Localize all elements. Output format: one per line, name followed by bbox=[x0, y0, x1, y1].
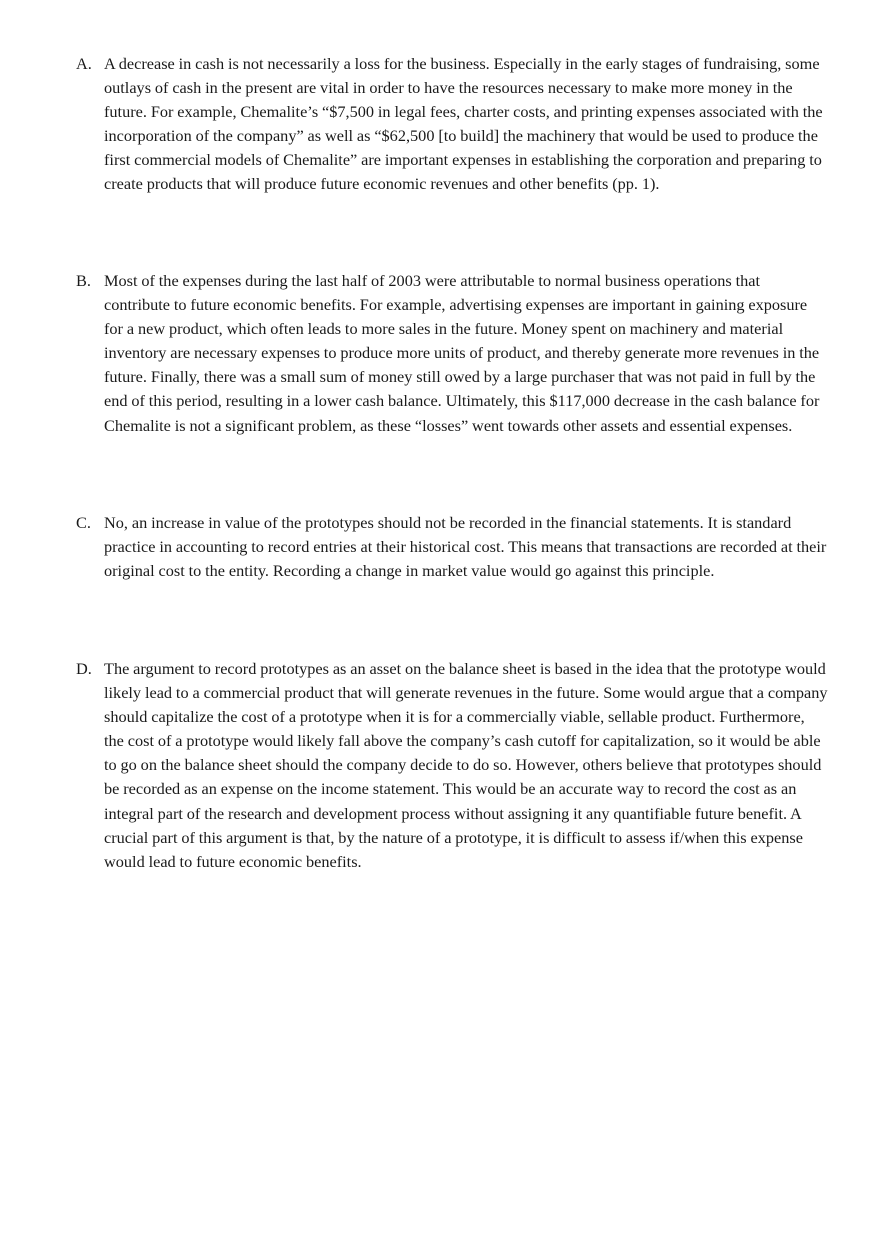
answer-marker: C. bbox=[76, 513, 91, 532]
answer-c bbox=[76, 511, 828, 583]
answer-text: Most of the expenses during the last half of 2003 were attributable to normal business operations that contribute to future economic benefits. For example, advertising expenses are important in gaining exposure for a new product, which often leads to more sales in the future. Money spent on machinery and material inventory are necessary expenses to produce more units of product, and thereby generate more revenues in the future. Finally, there was a small sum of money still owed by a large purchaser that was not paid in full by the end of this period, resulting in a lower cash balance. Ultimately, this $117,000 decrease in the cash balance for Chemalite is not a significant problem, as these “losses” went towards other assets and essential expenses. bbox=[104, 271, 820, 435]
answer-marker: A. bbox=[76, 54, 92, 73]
answer-text: The argument to record prototypes as an asset on the balance sheet is based in the idea that the prototype would likely lead to a commercial product that will generate revenues in the future. Some would argue that a company should capitalize the cost of a prototype when it is for a commercially viable, sellable product. Furthermore, the cost of a prototype would likely fall above the company’s cash cutoff for capitalization, so it would be able to go on the balance sheet should the company decide to do so. However, others believe that prototypes should be recorded as an expense on the income statement. This would be an accurate way to record the cost as an integral part of the research and development process without assigning it any quantifiable future benefit. A crucial part of this argument is that, by the nature of a prototype, it is difficult to assess if/when this expense would lead to future economic benefits. bbox=[104, 659, 828, 871]
answer-b bbox=[76, 269, 828, 438]
answer-a bbox=[76, 52, 828, 197]
answer-marker: D. bbox=[76, 659, 92, 678]
answer-marker: B. bbox=[76, 271, 91, 290]
answer-d bbox=[76, 657, 828, 874]
answer-text: A decrease in cash is not necessarily a loss for the business. Especially in the early stages of fundraising, some outlays of cash in the present are vital in order to have the resources necessary to make more money in the future. For example, Chemalite’s “$7,500 in legal fees, charter costs, and printing expenses associated with the incorporation of the company” as well as “$62,500 [to build] the machinery that would be used to produce the first commercial models of Chemalite” are important expenses in establishing the corporation and preparing to create products that will produce future economic revenues and other benefits (pp. 1). bbox=[104, 54, 823, 194]
answer-text: No, an increase in value of the prototypes should not be recorded in the financial statements. It is standard practice in accounting to record entries at their historical cost. This means that transactions are recorded at their original cost to the entity. Recording a change in market value would go against this principle. bbox=[104, 513, 827, 581]
